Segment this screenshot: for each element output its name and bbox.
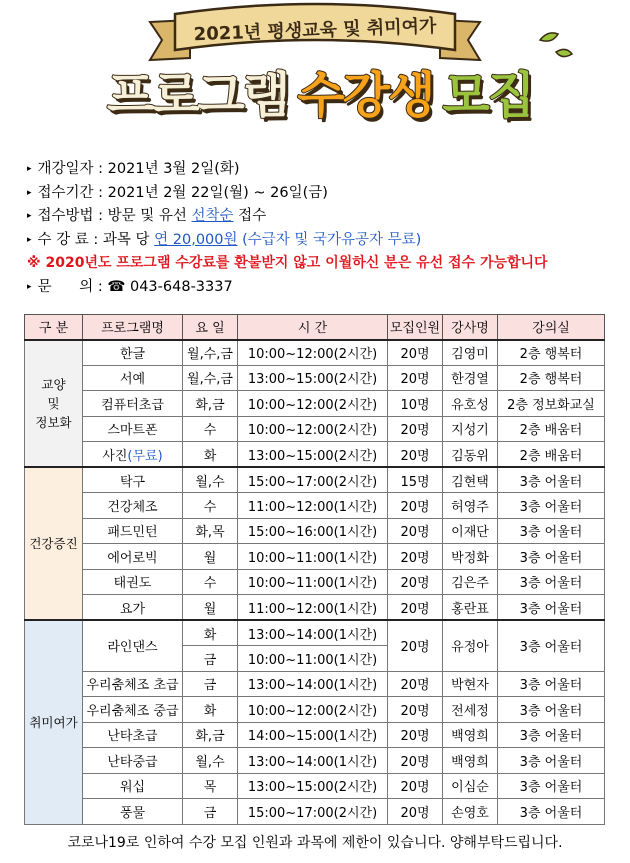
table-row: 사진(무료) 화 13:00~15:00(2시간) 20명 김동위 2층 배움터 — [25, 442, 605, 468]
header-category: 구 분 — [25, 315, 83, 340]
info-start-date: ▸ 개강일자 : 2021년 3월 2일(화) — [27, 158, 617, 182]
table-row: 난타중급 월,수 13:00~14:00(1시간) 20명 백영희 3층 어울터 — [25, 748, 605, 774]
bullet-icon: ▸ — [27, 281, 32, 292]
free-badge: (무료) — [127, 448, 163, 464]
title-program: 프로그램 — [106, 67, 289, 124]
table-row: 패드민턴 화,목 15:00~16:00(1시간) 20명 이재단 3층 어울터 — [25, 518, 605, 544]
table-row: 건강체조 수 11:00~12:00(1시간) 20명 허영주 3층 어울터 — [25, 493, 605, 519]
table-row: 취미여가 라인댄스 화 13:00~14:00(1시간) 20명 유정아 3층 어울터 — [25, 620, 605, 646]
table-row: 워십 목 13:00~15:00(2시간) 20명 이심순 3층 어울터 — [25, 773, 605, 799]
table-header-row — [25, 315, 605, 340]
header-count: 모집인원 — [388, 315, 443, 340]
header-program: 프로그램명 — [83, 315, 183, 340]
table-row: 컴퓨터초급 화,금 10:00~12:00(2시간) 10명 유호성 2층 정보화교실 — [25, 391, 605, 417]
info-fee: ▸ 수 강 료 : 과목 당 연 20,000원 (수급자 및 국가유공자 무료) — [27, 229, 617, 253]
ribbon-title: 2021년 평생교육 및 취미여가 — [193, 15, 437, 46]
info-reception-method: ▸ 접수방법 : 방문 및 유선 선착순 접수 — [27, 205, 617, 229]
header-day: 요 일 — [183, 315, 238, 340]
footer-notice: 코로나19로 인하여 수강 모집 인원과 과목에 제한이 있습니다. 양해부탁드립니다. — [67, 835, 563, 851]
header-room: 강의실 — [498, 315, 605, 340]
table-row: 요가 월 11:00~12:00(1시간) 20명 홍란표 3층 어울터 — [25, 595, 605, 621]
fee-note: (수급자 및 국가유공자 무료) — [237, 231, 422, 248]
table-row: 교양 및 정보화 한글 월,수,금 10:00~12:00(2시간) 20명 김영미 2층 행복터 — [25, 340, 605, 366]
table-row: 난타초급 화,금 14:00~15:00(1시간) 20명 백영희 3층 어울터 — [25, 722, 605, 748]
info-section — [27, 158, 617, 299]
first-come-highlight: 선착순 — [191, 208, 234, 224]
refund-notice: ※ 2020년도 프로그램 수강료를 환불받지 않고 이월하신 분은 유선 접수 가능합니다 — [27, 255, 548, 271]
header-time: 시 간 — [238, 315, 388, 340]
title-students: 수강생 — [297, 67, 434, 124]
title-recruit: 모집 — [442, 67, 534, 124]
category-culture: 교양 및 정보화 — [25, 340, 83, 468]
table-row: 건강증진 탁구 월,수 15:00~17:00(2시간) 15명 김현택 3층 어울터 — [25, 467, 605, 493]
table-row: 스마트폰 수 10:00~12:00(2시간) 20명 지성기 2층 배움터 — [25, 416, 605, 442]
info-contact: ▸ 문 의 : ☎ 043-648-3337 — [27, 276, 617, 300]
page-title — [60, 58, 580, 138]
category-health: 건강증진 — [25, 467, 83, 620]
fee-amount: 연 20,000원 — [154, 231, 238, 248]
phone-number: ☎ 043-648-3337 — [107, 278, 233, 295]
info-reception-period: ▸ 접수기간 : 2021년 2월 22일(월) ~ 26일(금) — [27, 182, 617, 206]
header-teacher: 강사명 — [443, 315, 498, 340]
table-row: 서예 월,수,금 13:00~15:00(2시간) 20명 한경열 2층 행복터 — [25, 365, 605, 391]
bullet-icon: ▸ — [27, 211, 32, 221]
table-row: 풍물 금 15:00~17:00(2시간) 20명 손영호 3층 어울터 — [25, 799, 605, 825]
table-row: 금 10:00~11:00(1시간) — [25, 646, 605, 672]
category-hobby: 취미여가 — [25, 620, 83, 824]
header-banner — [0, 0, 630, 150]
bullet-icon: ▸ — [27, 187, 32, 198]
program-table — [24, 314, 605, 825]
bullet-icon: ▸ — [27, 234, 32, 245]
table-row: 우리춤체조 중급 화 10:00~12:00(2시간) 20명 전세정 3층 어울터 — [25, 697, 605, 723]
table-row: 우리춤체조 초급 금 13:00~14:00(1시간) 20명 박현자 3층 어울터 — [25, 671, 605, 697]
bullet-icon: ▸ — [27, 164, 32, 174]
table-row: 태권도 수 10:00~11:00(1시간) 20명 김은주 3층 어울터 — [25, 569, 605, 595]
table-row: 에어로빅 월 10:00~11:00(1시간) 20명 박정화 3층 어울터 — [25, 544, 605, 570]
